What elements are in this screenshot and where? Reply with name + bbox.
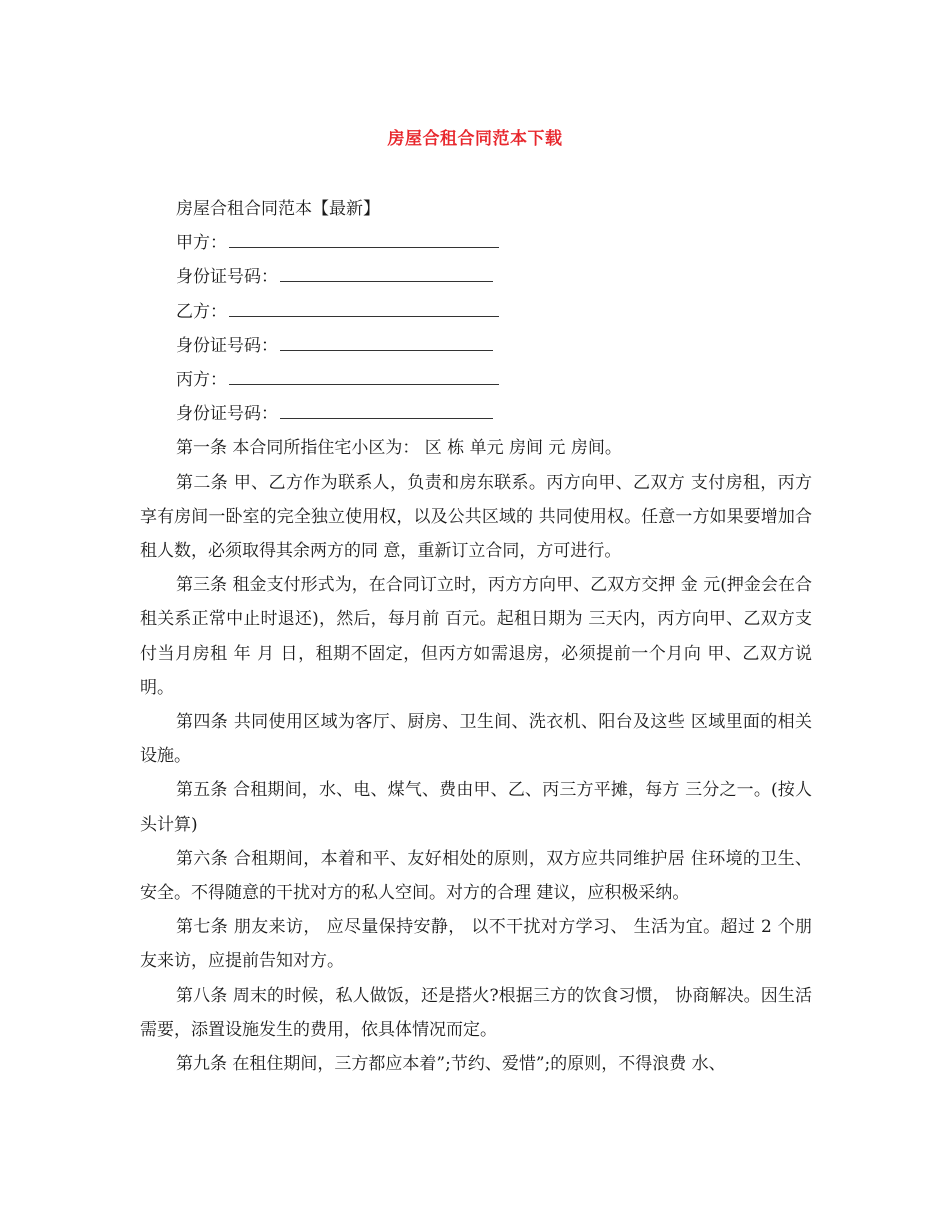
fill-in-blank	[280, 398, 493, 419]
article-8: 第八条 周末的时候，私人做饭，还是搭火?根据三方的饮食习惯， 协商解决。因生活需要，添置设施发生的费用，依具体情况而定。	[140, 985, 812, 1040]
article-2: 第二条 甲、乙方作为联系人，负责和房东联系。丙方向甲、乙双方 支付房租，丙方享有房间一卧室的完全独立使用权，以及公共区域的 共同使用权。任意一方如果要增加合租人数，必须取得其余两方的同 意，重新订立合同，方可进行。	[140, 472, 812, 561]
article-6: 第六条 合租期间，本着和平、友好相处的原则，双方应共同维护居 住环境的卫生、安全。不得随意的干扰对方的私人空间。对方的合理 建议，应积极采纳。	[140, 848, 812, 903]
document-body	[140, 192, 812, 1081]
document-title: 房屋合租合同范本下载	[387, 129, 563, 149]
fill-in-blank	[229, 227, 499, 248]
article-4: 第四条 共同使用区域为客厅、厨房、卫生间、洗衣机、阳台及这些 区域里面的相关设施。	[140, 711, 812, 767]
field-label: 身份证号码：	[176, 404, 278, 425]
field-party-c-id	[140, 397, 812, 431]
field-label: 身份证号码：	[176, 267, 278, 288]
fill-in-blank	[280, 330, 493, 351]
article-7: 第七条 朋友来访， 应尽量保持安静， 以不干扰对方学习、 生活为宜。超过 2 个朋友来访，应提前告知对方。	[140, 917, 812, 972]
fill-in-blank	[280, 261, 493, 282]
article-3: 第三条 租金支付形式为，在合同订立时，丙方方向甲、乙双方交押 金 元(押金会在合租关系正常中止时退还)，然后，每月前 百元。起租日期为 三天内，丙方向甲、乙双方支付当月房租 年 月 日，租期不固定，但丙方如需退房，必须提前一个月向 甲、乙双方说明。	[140, 575, 812, 698]
fill-in-blank	[229, 296, 499, 317]
field-label: 乙方：	[176, 301, 227, 322]
field-party-c	[140, 363, 812, 397]
field-party-a	[140, 226, 812, 260]
field-label: 甲方：	[176, 233, 227, 254]
field-party-b	[140, 295, 812, 329]
field-label: 丙方：	[176, 369, 227, 390]
field-party-b-id	[140, 329, 812, 363]
article-9: 第九条 在租住期间，三方都应本着”;节约、爱惜”;的原则，不得浪费 水、	[176, 1053, 726, 1074]
field-label: 身份证号码：	[176, 335, 278, 356]
document-subtitle: 房屋合租合同范本【最新】	[176, 199, 380, 219]
field-party-a-id	[140, 260, 812, 294]
article-1: 第一条 本合同所指住宅小区为： 区 栋 单元 房间 元 房间。	[176, 438, 622, 459]
fill-in-blank	[229, 364, 499, 385]
article-5: 第五条 合租期间，水、电、煤气、费由甲、乙、丙三方平摊，每方 三分之一。(按人头计算)	[140, 780, 812, 835]
